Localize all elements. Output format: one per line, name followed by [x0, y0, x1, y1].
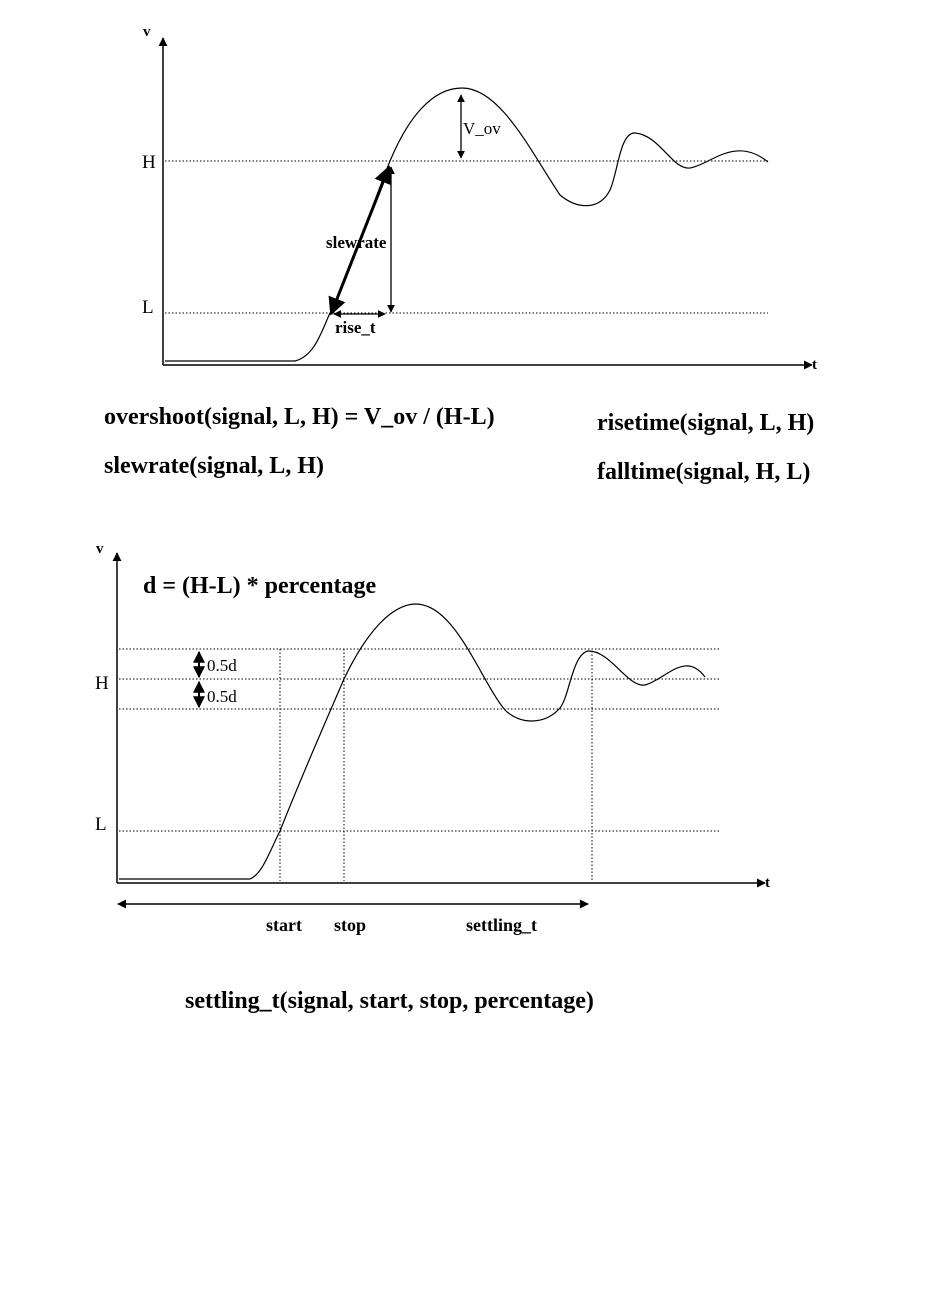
overshoot-formula: overshoot(signal, L, H) = V_ov / (H-L): [104, 404, 495, 430]
d2-half-d-lower-label: 0.5d: [207, 687, 237, 706]
settling-formula: settling_t(signal, start, stop, percentage): [185, 988, 594, 1014]
slewrate-formula: slewrate(signal, L, H): [104, 453, 324, 479]
d2-level-h-label: H: [95, 673, 109, 694]
d1-axis-v-label: v: [143, 24, 151, 40]
d1-overshoot-label: V_ov: [463, 119, 501, 138]
diagram-1: [142, 24, 817, 373]
d2-half-d-upper-label: 0.5d: [207, 656, 237, 675]
d2-signal-curve: [119, 604, 705, 879]
d1-level-h-label: H: [142, 152, 156, 173]
risetime-formula: risetime(signal, L, H): [597, 410, 815, 436]
d2-axis-v-label: v: [96, 541, 104, 557]
d2-level-l-label: L: [95, 814, 107, 835]
d1-level-l-label: L: [142, 297, 154, 318]
d2-settling-label: settling_t: [466, 915, 537, 935]
d1-slewrate-label: slewrate: [326, 233, 387, 252]
d1-rise-t-label: rise_t: [335, 318, 376, 337]
d-formula: d = (H-L) * percentage: [143, 573, 377, 599]
d2-start-label: start: [266, 915, 302, 935]
diagram-2: [95, 541, 770, 935]
d1-axis-t-label: t: [812, 357, 817, 373]
falltime-formula: falltime(signal, H, L): [597, 459, 811, 485]
d2-axis-t-label: t: [765, 875, 770, 891]
d2-stop-label: stop: [334, 915, 367, 935]
